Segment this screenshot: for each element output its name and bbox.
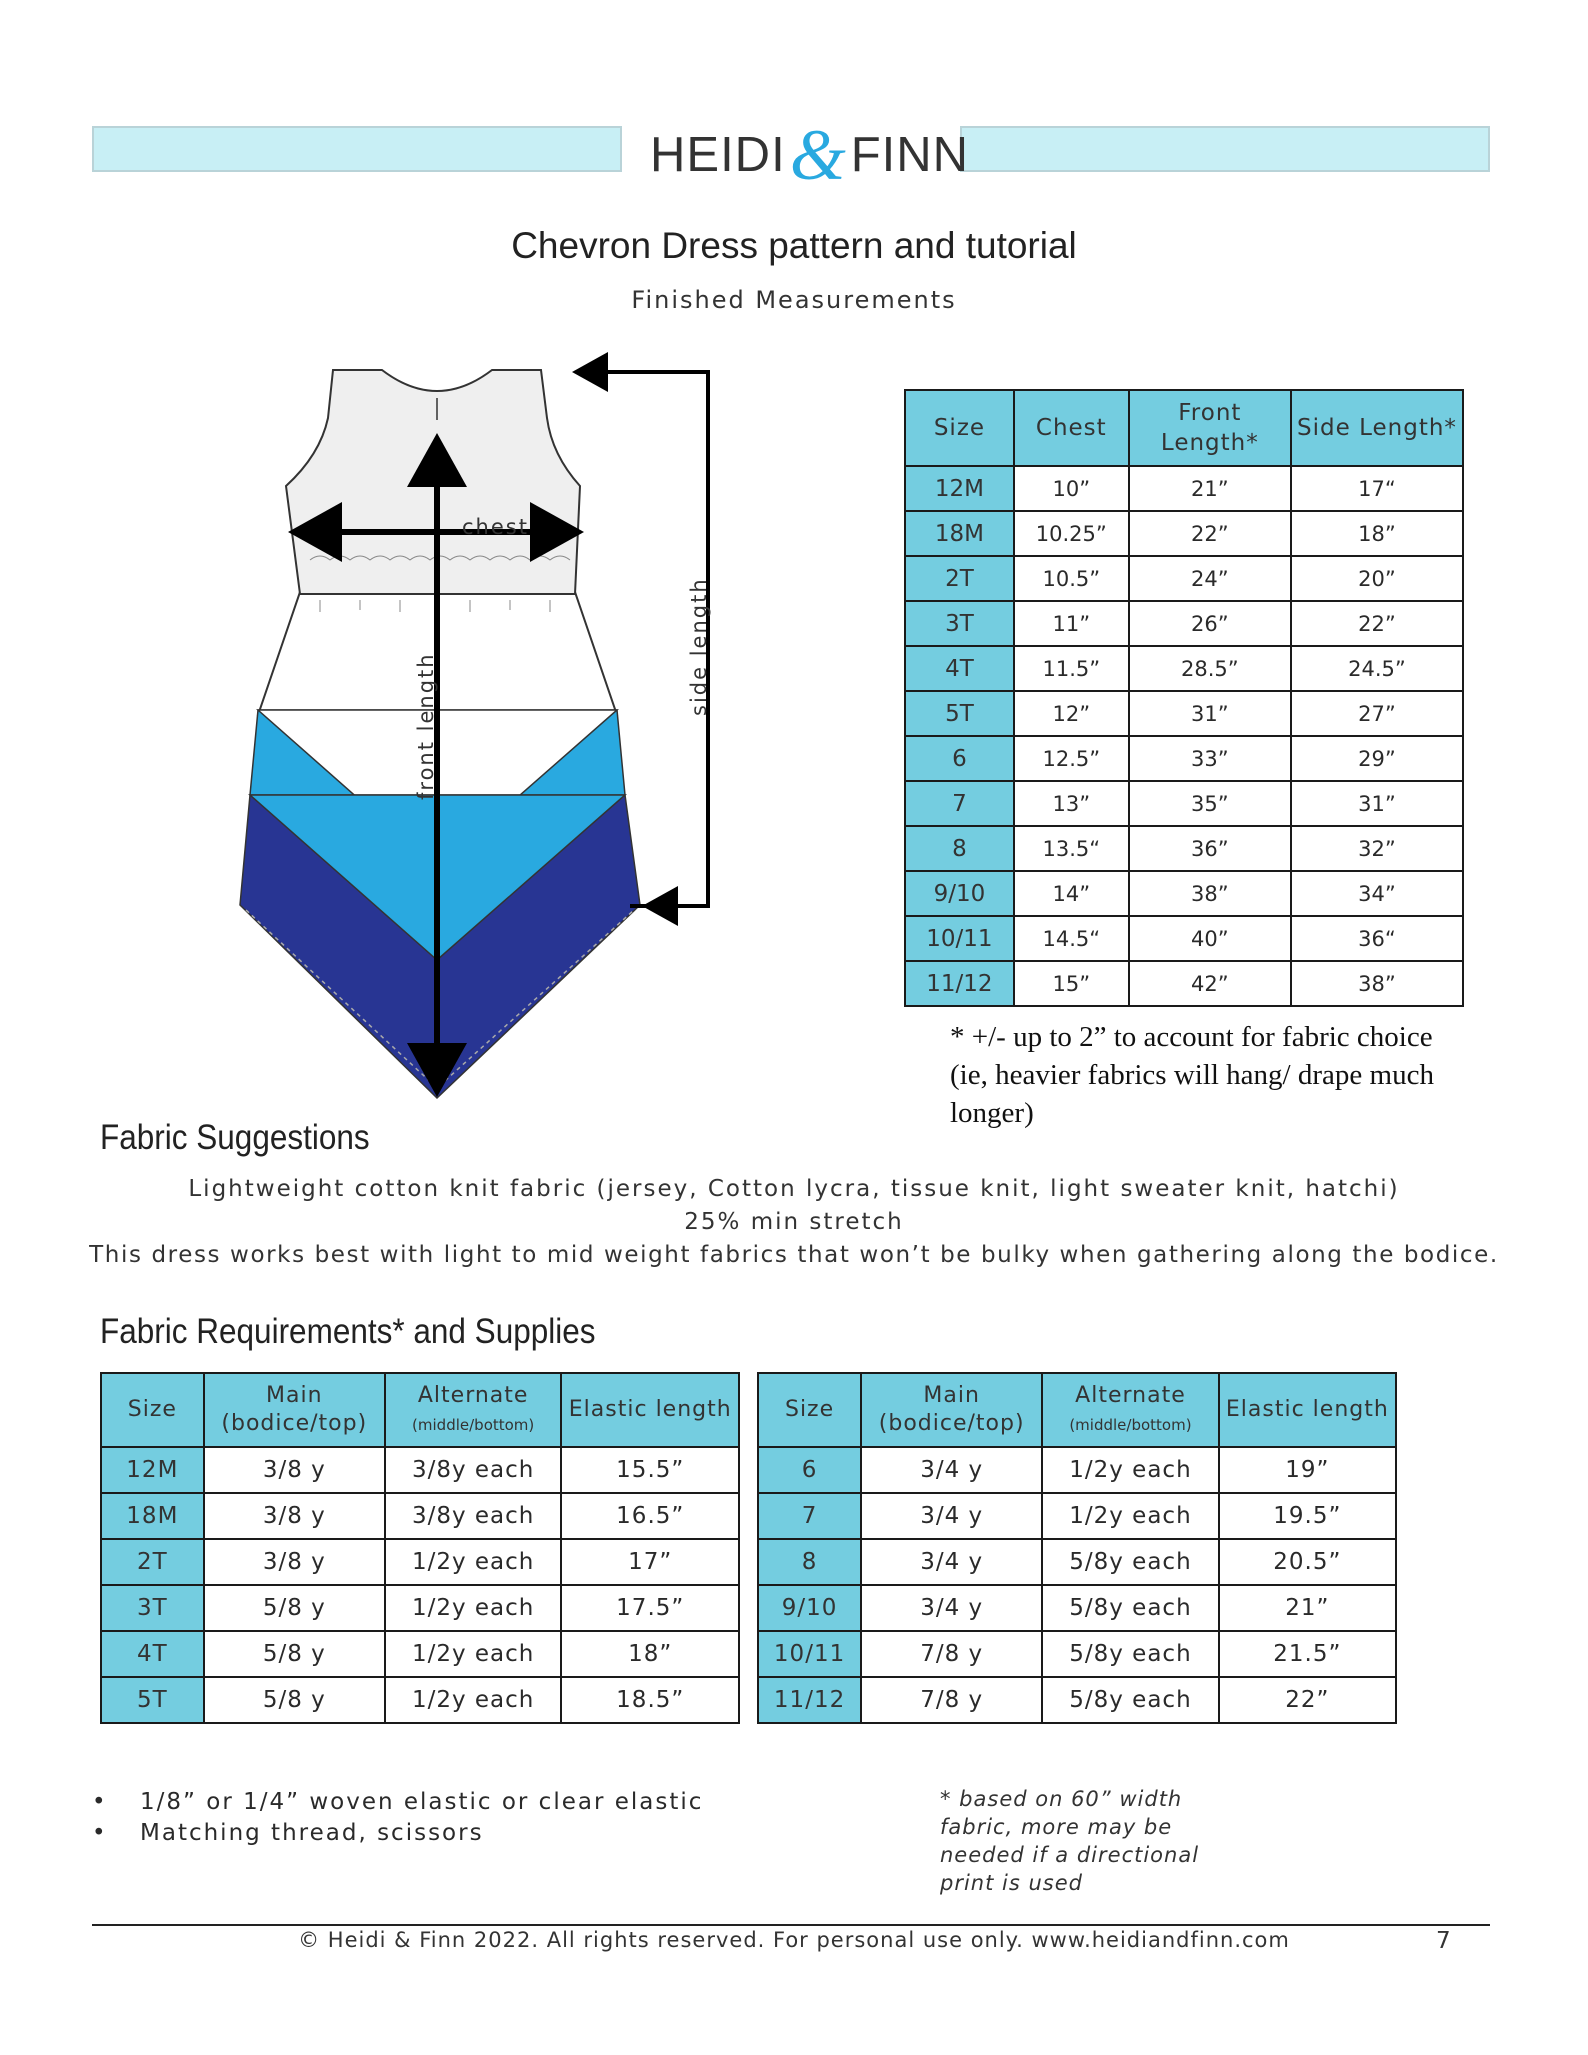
table-row <box>101 1493 739 1539</box>
requirement-cell: 7 <box>758 1493 861 1539</box>
requirement-cell: 8 <box>758 1539 861 1585</box>
measurement-cell: 35” <box>1129 781 1291 826</box>
measurement-cell: 31” <box>1129 691 1291 736</box>
requirement-cell: 16.5” <box>561 1493 739 1539</box>
requirement-cell: 17” <box>561 1539 739 1585</box>
requirement-cell: 15.5” <box>561 1447 739 1493</box>
list-item: • 1/8” or 1/4” woven elastic or clear elastic <box>92 1787 703 1818</box>
header-front-length: Front Length* <box>1129 390 1291 466</box>
supplies-list <box>92 1787 703 1849</box>
requirement-cell: 1/2y each <box>385 1539 562 1585</box>
requirement-cell: 5/8 y <box>204 1585 385 1631</box>
page-subtitle: Finished Measurements <box>631 286 957 314</box>
table-row <box>758 1447 1396 1493</box>
req-header-size: Size <box>101 1373 204 1447</box>
requirements-header-row <box>758 1373 1396 1447</box>
measurement-cell: 9/10 <box>905 871 1014 916</box>
req-header-elastic: Elastic length <box>1219 1373 1396 1447</box>
dress-diagram <box>230 340 730 1110</box>
requirement-cell: 3/4 y <box>861 1585 1042 1631</box>
requirement-cell: 20.5” <box>1219 1539 1396 1585</box>
measurement-cell: 32” <box>1291 826 1463 871</box>
requirement-cell: 12M <box>101 1447 204 1493</box>
measurement-cell: 36” <box>1129 826 1291 871</box>
measurement-cell: 20” <box>1291 556 1463 601</box>
header-chest: Chest <box>1014 390 1129 466</box>
measurement-cell: 8 <box>905 826 1014 871</box>
table-row <box>758 1539 1396 1585</box>
measurement-cell: 14.5“ <box>1014 916 1129 961</box>
fabric-suggestion-line-1: Lightweight cotton knit fabric (jersey, Cotton lycra, tissue knit, light sweater knit, hatchi) <box>188 1176 1400 1202</box>
footer-copyright: © Heidi & Finn 2022. All rights reserved. For personal use only. www.heidiandfinn.com <box>298 1928 1290 1952</box>
chest-label: chest <box>462 515 529 539</box>
header-side-length: Side Length* <box>1291 390 1463 466</box>
measurement-cell: 28.5” <box>1129 646 1291 691</box>
measurement-cell: 24.5” <box>1291 646 1463 691</box>
measurement-cell: 13.5“ <box>1014 826 1129 871</box>
measurement-cell: 31” <box>1291 781 1463 826</box>
requirement-cell: 5/8 y <box>204 1677 385 1723</box>
requirement-cell: 4T <box>101 1631 204 1677</box>
requirement-cell: 18.5” <box>561 1677 739 1723</box>
measurement-cell: 26” <box>1129 601 1291 646</box>
measurement-cell: 38” <box>1291 961 1463 1006</box>
fabric-suggestion-line-3: This dress works best with light to mid weight fabrics that won’t be bulky when gathering along the bodice. <box>89 1242 1499 1268</box>
measurement-cell: 38” <box>1129 871 1291 916</box>
bullet-icon: • <box>92 1820 108 1846</box>
table-row <box>905 601 1463 646</box>
requirement-cell: 5/8y each <box>1042 1539 1219 1585</box>
measurement-cell: 4T <box>905 646 1014 691</box>
requirements-header-row <box>101 1373 739 1447</box>
table-row <box>101 1539 739 1585</box>
table-row <box>905 646 1463 691</box>
requirement-cell: 11/12 <box>758 1677 861 1723</box>
requirement-cell: 3/8 y <box>204 1447 385 1493</box>
measurement-cell: 6 <box>905 736 1014 781</box>
measurement-cell: 5T <box>905 691 1014 736</box>
brand-left: HEIDI <box>650 128 786 182</box>
measurement-cell: 15” <box>1014 961 1129 1006</box>
requirement-cell: 10/11 <box>758 1631 861 1677</box>
measurement-cell: 18M <box>905 511 1014 556</box>
table-row <box>905 871 1463 916</box>
measurement-cell: 17“ <box>1291 466 1463 511</box>
table-row <box>101 1585 739 1631</box>
requirement-cell: 22” <box>1219 1677 1396 1723</box>
measurement-cell: 22” <box>1291 601 1463 646</box>
table-row <box>101 1677 739 1723</box>
req-header-alternate: Alternate (middle/bottom) <box>1042 1373 1219 1447</box>
measurement-cell: 21” <box>1129 466 1291 511</box>
requirement-cell: 3/8y each <box>385 1493 562 1539</box>
footer-divider <box>92 1924 1490 1926</box>
table-row <box>905 961 1463 1006</box>
measurement-cell: 33” <box>1129 736 1291 781</box>
brand-ampersand: & <box>789 115 847 195</box>
requirement-cell: 18” <box>561 1631 739 1677</box>
table-row <box>905 511 1463 556</box>
fabric-suggestion-line-2: 25% min stretch <box>684 1209 904 1235</box>
requirement-cell: 19” <box>1219 1447 1396 1493</box>
measurement-cell: 24” <box>1129 556 1291 601</box>
table-row <box>758 1493 1396 1539</box>
header-size: Size <box>905 390 1014 466</box>
requirement-cell: 5T <box>101 1677 204 1723</box>
table-row <box>905 916 1463 961</box>
table-row <box>905 826 1463 871</box>
requirement-cell: 3/4 y <box>861 1539 1042 1585</box>
measurement-cell: 29” <box>1291 736 1463 781</box>
req-header-main: Main (bodice/top) <box>204 1373 385 1447</box>
page-number: 7 <box>1436 1928 1451 1954</box>
requirement-cell: 3/8y each <box>385 1447 562 1493</box>
measurement-cell: 36“ <box>1291 916 1463 961</box>
finished-measurements-table <box>904 389 1464 1007</box>
requirement-cell: 1/2y each <box>1042 1493 1219 1539</box>
requirement-cell: 18M <box>101 1493 204 1539</box>
requirement-cell: 3/4 y <box>861 1493 1042 1539</box>
requirement-cell: 7/8 y <box>861 1677 1042 1723</box>
measurement-cell: 11/12 <box>905 961 1014 1006</box>
requirement-cell: 3/8 y <box>204 1493 385 1539</box>
measurement-cell: 18” <box>1291 511 1463 556</box>
measurement-cell: 27” <box>1291 691 1463 736</box>
req-header-main: Main (bodice/top) <box>861 1373 1042 1447</box>
list-item: • Matching thread, scissors <box>92 1818 703 1849</box>
fabric-requirements-heading: Fabric Requirements* and Supplies <box>100 1312 596 1351</box>
measurement-cell: 34” <box>1291 871 1463 916</box>
measurement-cell: 2T <box>905 556 1014 601</box>
requirement-cell: 21” <box>1219 1585 1396 1631</box>
table-row <box>101 1447 739 1493</box>
requirement-cell: 5/8y each <box>1042 1677 1219 1723</box>
measurement-cell: 14” <box>1014 871 1129 916</box>
measurement-cell: 10/11 <box>905 916 1014 961</box>
requirement-cell: 17.5” <box>561 1585 739 1631</box>
bullet-icon: • <box>92 1789 108 1815</box>
measurement-cell: 12” <box>1014 691 1129 736</box>
table-row <box>905 691 1463 736</box>
req-header-alternate: Alternate (middle/bottom) <box>385 1373 562 1447</box>
measurement-cell: 22” <box>1129 511 1291 556</box>
fabric-requirements-table-right <box>757 1372 1397 1724</box>
fabric-requirements-table-left <box>100 1372 740 1724</box>
side-length-label: side length <box>687 577 711 716</box>
measurement-note: * +/- up to 2” to account for fabric choice (ie, heavier fabrics will hang/ drape much longer) <box>950 1021 1434 1129</box>
header-band-left <box>92 126 622 172</box>
req-header-elastic: Elastic length <box>561 1373 739 1447</box>
measurement-cell: 10.5” <box>1014 556 1129 601</box>
requirement-cell: 2T <box>101 1539 204 1585</box>
table-row <box>905 466 1463 511</box>
requirement-cell: 19.5” <box>1219 1493 1396 1539</box>
requirement-cell: 3/4 y <box>861 1447 1042 1493</box>
fabric-suggestions-heading: Fabric Suggestions <box>100 1118 370 1157</box>
table-row <box>905 556 1463 601</box>
requirement-cell: 1/2y each <box>1042 1447 1219 1493</box>
requirement-cell: 3/8 y <box>204 1539 385 1585</box>
measurement-cell: 40” <box>1129 916 1291 961</box>
requirement-cell: 1/2y each <box>385 1585 562 1631</box>
requirement-cell: 1/2y each <box>385 1631 562 1677</box>
brand-logo <box>650 115 970 195</box>
fabric-width-footnote: * based on 60” width fabric, more may be needed if a directional print is used <box>940 1787 1200 1895</box>
brand-right: FINN <box>850 128 970 182</box>
requirement-cell: 3T <box>101 1585 204 1631</box>
measurement-cell: 11” <box>1014 601 1129 646</box>
measurement-cell: 10.25” <box>1014 511 1129 556</box>
measurement-cell: 7 <box>905 781 1014 826</box>
page-title: Chevron Dress pattern and tutorial <box>511 225 1077 266</box>
table-row <box>758 1677 1396 1723</box>
requirement-cell: 5/8 y <box>204 1631 385 1677</box>
measurement-cell: 10” <box>1014 466 1129 511</box>
measurement-cell: 42” <box>1129 961 1291 1006</box>
measurement-cell: 12.5” <box>1014 736 1129 781</box>
table-row <box>101 1631 739 1677</box>
table-row <box>758 1585 1396 1631</box>
measurements-header-row <box>905 390 1463 466</box>
requirement-cell: 9/10 <box>758 1585 861 1631</box>
measurement-cell: 13” <box>1014 781 1129 826</box>
front-length-label: front length <box>414 652 438 800</box>
requirement-cell: 5/8y each <box>1042 1631 1219 1677</box>
requirement-cell: 5/8y each <box>1042 1585 1219 1631</box>
table-row <box>905 736 1463 781</box>
requirement-cell: 21.5” <box>1219 1631 1396 1677</box>
measurement-cell: 11.5” <box>1014 646 1129 691</box>
table-row <box>758 1631 1396 1677</box>
table-row <box>905 781 1463 826</box>
req-header-size: Size <box>758 1373 861 1447</box>
requirement-cell: 1/2y each <box>385 1677 562 1723</box>
requirement-cell: 7/8 y <box>861 1631 1042 1677</box>
measurement-cell: 12M <box>905 466 1014 511</box>
header-band-right <box>960 126 1490 172</box>
requirement-cell: 6 <box>758 1447 861 1493</box>
measurement-cell: 3T <box>905 601 1014 646</box>
